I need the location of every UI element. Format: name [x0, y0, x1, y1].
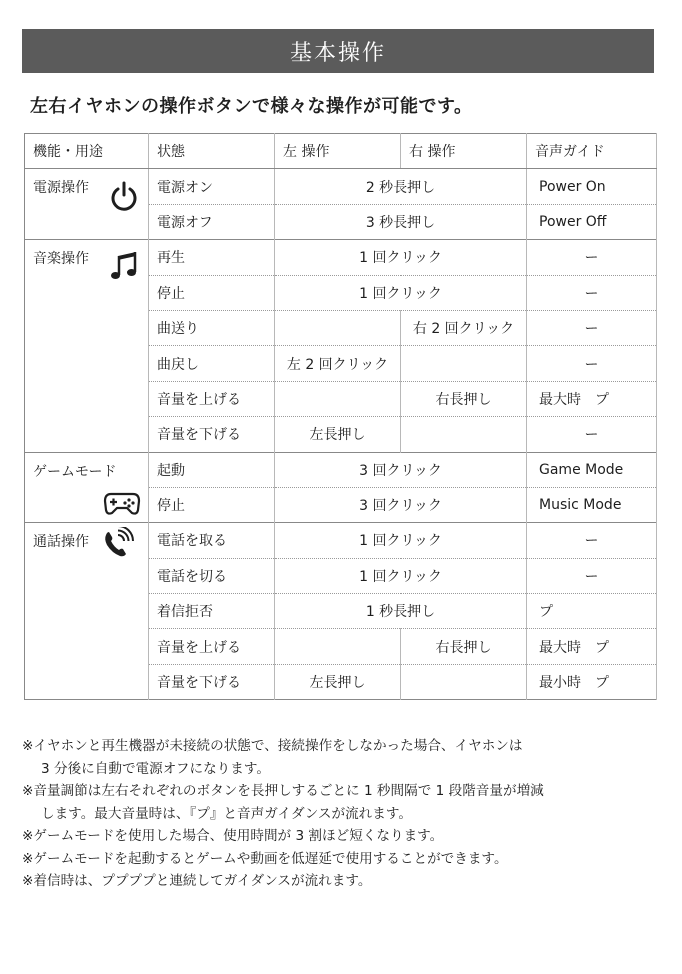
action-cell: 3 回クリック — [275, 452, 527, 487]
left-op-cell — [275, 629, 401, 664]
left-op-cell: 左長押し — [275, 417, 401, 452]
left-op-cell: 左 2 回クリック — [275, 346, 401, 381]
note-line: ※ゲームモードを使用した場合、使用時間が 3 割ほど短くなります。 — [22, 828, 444, 844]
guide-cell: ー — [527, 310, 657, 345]
right-op-cell — [401, 417, 527, 452]
guide-cell: ー — [527, 417, 657, 452]
table-row — [25, 523, 657, 558]
music-note-icon — [109, 248, 139, 282]
category-game — [25, 452, 149, 523]
category-label: ゲームモード — [33, 463, 117, 480]
action-cell: 3 回クリック — [275, 487, 527, 522]
notes — [22, 735, 662, 893]
category-call — [25, 523, 149, 700]
state-cell: 停止 — [149, 487, 275, 522]
action-cell: 3 秒長押し — [275, 204, 527, 239]
action-cell: 1 回クリック — [275, 275, 527, 310]
state-cell: 曲戻し — [149, 346, 275, 381]
right-op-cell: 右長押し — [401, 629, 527, 664]
note-item — [22, 825, 662, 848]
category-label: 電源操作 — [33, 180, 89, 197]
guide-cell: ー — [527, 523, 657, 558]
state-cell: 電源オン — [149, 169, 275, 204]
table-row — [25, 452, 657, 487]
right-op-cell — [401, 346, 527, 381]
note-item — [22, 780, 662, 825]
state-cell: 音量を上げる — [149, 381, 275, 416]
state-cell: 音量を下げる — [149, 417, 275, 452]
section-title: 基本操作 — [289, 40, 386, 66]
header-voice-guide: 音声ガイド — [527, 134, 657, 169]
header-state: 状態 — [149, 134, 275, 169]
note-item — [22, 848, 662, 871]
category-label: 音楽操作 — [33, 251, 89, 268]
table-header-row — [25, 134, 657, 169]
state-cell: 電源オフ — [149, 204, 275, 239]
note-line: ※ゲームモードを起動するとゲームや動画を低遅延で使用することができます。 — [22, 850, 508, 867]
state-cell: 再生 — [149, 240, 275, 275]
right-op-cell: 右 2 回クリック — [401, 310, 527, 345]
header-left-op: 左 操作 — [275, 134, 401, 169]
action-cell: 1 回クリック — [275, 558, 527, 593]
guide-cell: 最大時 プ — [527, 381, 657, 416]
category-music — [25, 240, 149, 452]
guide-cell: プ — [527, 594, 657, 629]
left-op-cell — [275, 381, 401, 416]
action-cell: 1 回クリック — [275, 523, 527, 558]
table-row — [25, 169, 657, 204]
category-label: 通話操作 — [33, 534, 89, 551]
note-line: します。最大音量時は、『プ』と音声ガイダンスが流れます。 — [41, 805, 412, 822]
note-line: ※音量調節は左右それぞれのボタンを長押しするごとに 1 秒間隔で 1 段階音量が増減 — [22, 783, 544, 799]
action-cell: 1 回クリック — [275, 240, 527, 275]
guide-cell: ー — [527, 275, 657, 310]
note-item — [22, 735, 662, 780]
left-op-cell: 左長押し — [275, 664, 401, 699]
state-cell: 停止 — [149, 275, 275, 310]
state-cell: 音量を下げる — [149, 664, 275, 699]
right-op-cell: 右長押し — [401, 381, 527, 416]
guide-cell: 最大時 プ — [527, 629, 657, 664]
state-cell: 曲送り — [149, 310, 275, 345]
section-title-bar — [22, 29, 654, 73]
page-subtitle: 左右イヤホンの操作ボタンで様々な操作が可能です。 — [30, 96, 473, 117]
left-op-cell — [275, 310, 401, 345]
state-cell: 電話を切る — [149, 558, 275, 593]
guide-cell: ー — [527, 558, 657, 593]
header-function: 機能・用途 — [25, 134, 149, 169]
state-cell: 着信拒否 — [149, 594, 275, 629]
guide-cell: ー — [527, 240, 657, 275]
phone-call-icon — [101, 527, 135, 559]
note-item — [22, 870, 662, 893]
gamepad-icon — [103, 491, 141, 517]
guide-cell: 最小時 プ — [527, 664, 657, 699]
state-cell: 電話を取る — [149, 523, 275, 558]
guide-cell: Music Mode — [527, 487, 657, 522]
note-line: ※イヤホンと再生機器が未接続の状態で、接続操作をしなかった場合、イヤホンは — [22, 738, 523, 754]
guide-cell: Power On — [527, 169, 657, 204]
note-line: 3 分後に自動で電源オフになります。 — [41, 760, 270, 777]
header-right-op: 右 操作 — [401, 134, 527, 169]
category-power — [25, 169, 149, 240]
table-row — [25, 240, 657, 275]
guide-cell: Power Off — [527, 204, 657, 239]
state-cell: 起動 — [149, 452, 275, 487]
action-cell: 2 秒長押し — [275, 169, 527, 204]
state-cell: 音量を上げる — [149, 629, 275, 664]
right-op-cell — [401, 664, 527, 699]
power-icon — [109, 181, 139, 213]
action-cell: 1 秒長押し — [275, 594, 527, 629]
operations-table — [24, 133, 657, 700]
note-line: ※着信時は、ププププと連続してガイダンスが流れます。 — [22, 873, 372, 889]
guide-cell: ー — [527, 346, 657, 381]
guide-cell: Game Mode — [527, 452, 657, 487]
